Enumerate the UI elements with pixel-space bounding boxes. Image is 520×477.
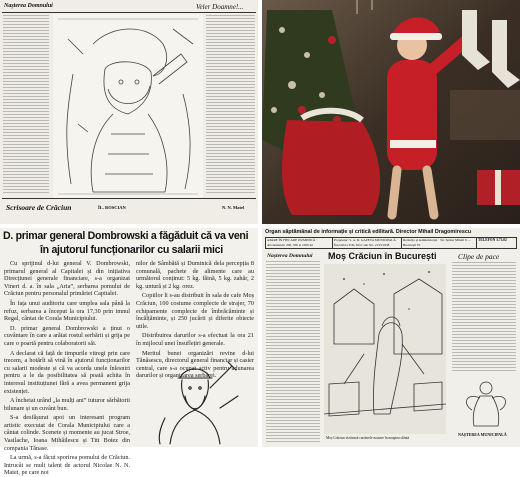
masthead: Organ săptămânal de informație și critică edilitară. Director Mihail Dragomirescu: [265, 229, 472, 235]
caption-left: Scrisoare de Crăciun: [6, 203, 72, 212]
christmas-photo: [262, 0, 520, 224]
text-column: [3, 15, 49, 195]
info-strip: [265, 237, 517, 249]
col-head-left: Nașterea Domnului: [4, 3, 53, 9]
feature-illustration: [324, 264, 446, 434]
info-box: TELEFON 3.73.02: [478, 238, 507, 242]
paragraph: A încheiat urând „la mulți ani” tuturor sărbătorii bilunare și un cuvânt bun.: [4, 397, 130, 412]
paragraph: La urmă, s-a făcut sporirea pomului de Crăciun. Intrucât se mult talent de actorul Nicolae N. N. Matei, pe care noi: [4, 454, 130, 477]
angel-illustration: [458, 376, 514, 428]
top-rule: [2, 12, 256, 13]
paragraph: Copiilor li s-au distribuit în sala de cafe Moș Crăciun, 100 costume complecte de strajer, 70 echipamente complecte de îmbrăcăminte și încălțăminte, și 250 jucării și diferite obiecte utile.: [136, 292, 254, 330]
col1-headline: Nașterea Domnului: [267, 253, 313, 259]
col3-headline: Clipe de pace: [458, 252, 500, 261]
paragraph: Meritul bunei organizări revine d-lui Tănăsescu, directorul general financiar și casier central, care s-a ocupat activ pentru adunarea darurilor și organizarea serbărei.: [136, 349, 254, 380]
info-box: Redacția și Administrația · Str. Spătar Mihail 6 — București VI: [402, 238, 477, 248]
paragraph: S-a desfășurat apoi un interesant program artistic executat de Corala Municipiului care a cântat colinde. Scenete și momente au jucat Stroe, Vasilache, Ioana Mihăilescu și Titi Botez din compania Tănase.: [4, 414, 130, 452]
col3-caption: NAȘTEREA MUNICIPALĂ: [458, 432, 507, 437]
article-headline-line2: în ajutorul funcționarilor cu salarii mici: [40, 244, 223, 256]
feature-caption: Moș Crăciun vizitează cartierele noastre în noaptea sfântă: [326, 436, 410, 440]
article-left-column: [4, 260, 130, 477]
text-column: [206, 15, 255, 195]
santa-sketch-illustration: [53, 14, 203, 199]
paragraph: A declarat că față de timpurile vitregi prin care trecem, a hotărît să vină în ajutorul funcționarilor cu salarii modeste și că va acorda unele înlesniri pentru a le da posibilitatea să poată achita în interesul instituțiunei fără a avea permanent grija existenței.: [4, 349, 130, 395]
caption-rule: [2, 198, 256, 199]
text-column: [266, 261, 320, 443]
top-left-newspaper-panel: [0, 0, 258, 224]
article-right-column: [136, 260, 254, 380]
paragraph: nilor de Sâmbătă și Duminică dela percepția 8 comunală, pachete de alimente care au următorul conținut: 5 kg. făină, 5 kg. zahăr, 2 kg. untură și 2 kg. orez.: [136, 260, 254, 290]
col-head-right: Veler Doamne!...: [196, 3, 244, 11]
paragraph: Distribuirea darurilor s-a efectuat la ora 21 în mijlocul unei însuflețiri generale.: [136, 332, 254, 347]
caption-right: N. N. Matel: [222, 205, 245, 210]
santa-line-drawing: [150, 358, 240, 446]
info-box: APARE ÎN FIECARE DUMINICĂ · Abonamente: 200, 500 și 1000 lei: [266, 238, 333, 248]
info-box: Proprietar: S. A. R. GAZETA MUNICIPALĂ · Înscrisă la Trib. Ilfov sub No. 2133/1938: [333, 238, 402, 248]
article-headline-line1: D. primar general Dombrowski a făgăduit că va veni: [3, 230, 249, 242]
top-right-photo-panel: [262, 0, 520, 224]
paragraph: În fața unui auditoriu care umplea sala până la refuz, serbarea a început la ora 17,30 prin imnul Regal, cântat de Corala Municipiului.: [4, 299, 130, 323]
caption-center: ÎL. ROSCIAN: [98, 205, 126, 210]
text-column: [452, 262, 516, 372]
feature-headline: Moș Crăciun în București: [328, 251, 437, 261]
paragraph: Cu sprijinul d-lui general V. Dombrowski, primarul general al Capitalei și din inițiativa Direcțiunei generale financiare, s-a organizat Vineri d. a. în sala „Aria”, serbarea pomului de Crăciun pentru personalul primăriei Capitalei.: [4, 260, 130, 298]
bottom-right-newspaper-panel: [262, 228, 520, 447]
paragraph: D. primar general Dombrowski a ținut o cuvântare în care a arătat rostul serbării și grija pe care o poartă pentru colaboratorii săi.: [4, 324, 130, 347]
panel-divider-horizontal: [0, 224, 520, 228]
bottom-left-article-panel: [0, 228, 258, 477]
